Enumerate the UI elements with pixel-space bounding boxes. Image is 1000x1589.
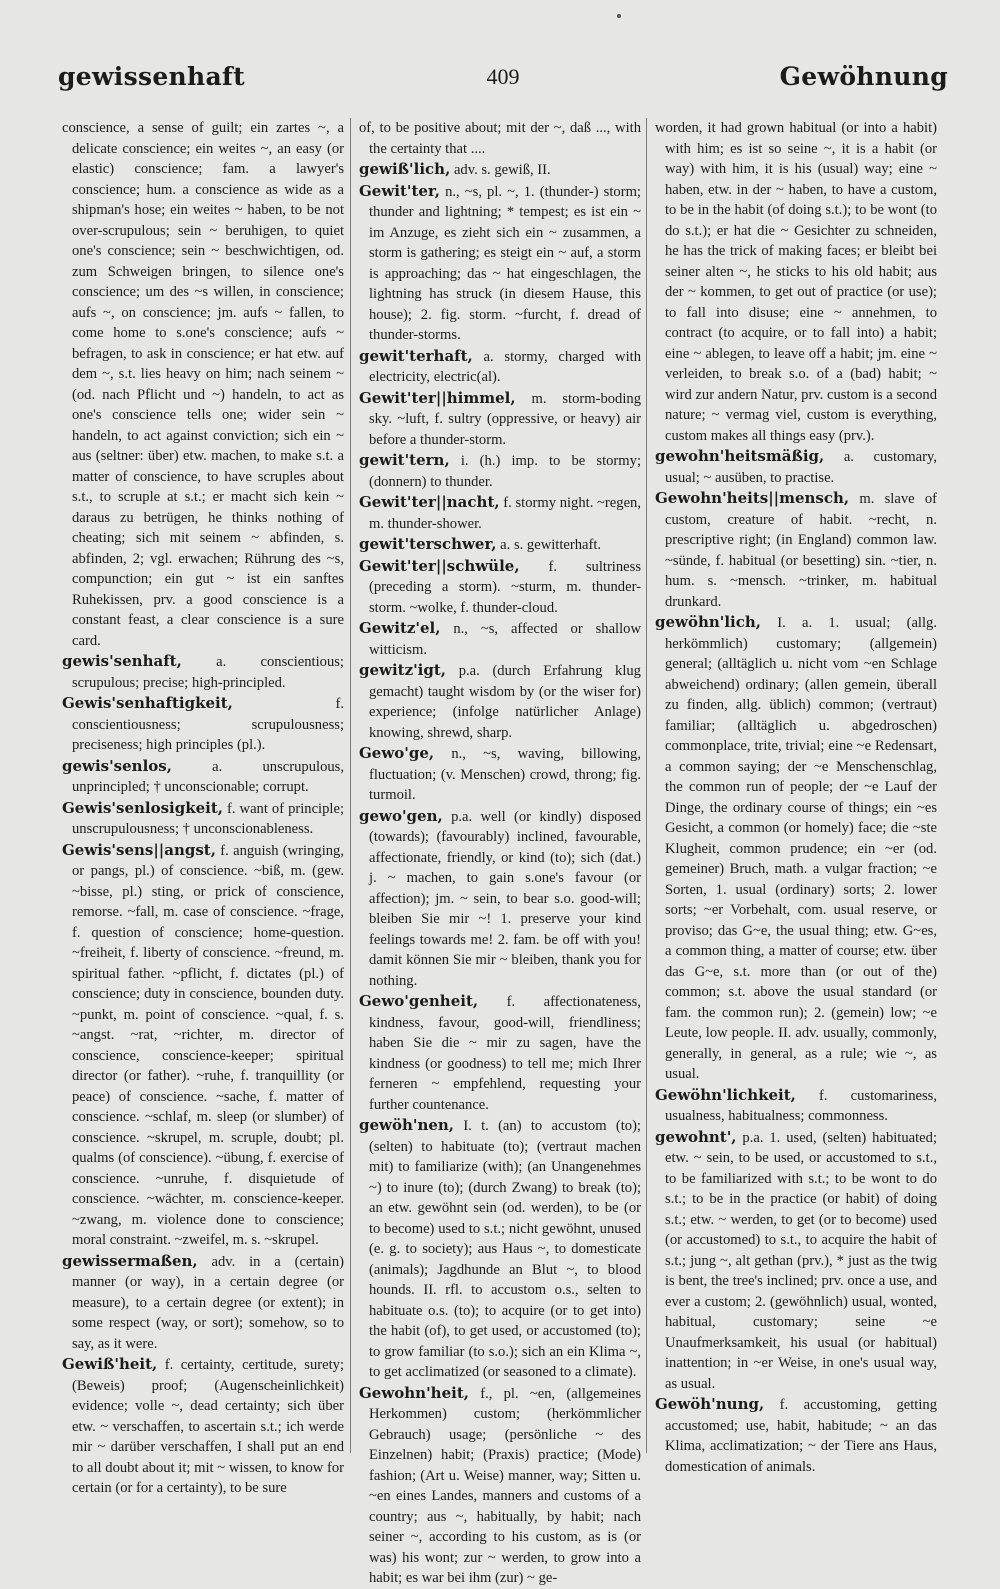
entry-definition: I. t. (an) to accustom (to); (selten) to habituate (to); (vertraut machen mit) to familiarize (with); (an Unangenehmes ~) to inure (to); (durch Zwang) to break (to); an etw. gewöhnt sein (od. werden), to be (or to become) used to s.t.; nicht gewöhnt, unused (e. g. to society); aus Haus ~, to domesticate (animals); Jagdhunde an Blut ~, to blood hounds. II. rfl. to accustom o.s., selten to habituate o.s. (to); to acquire (or to get into) the habit (of), to get used, or accustomed (to); to grow familiar (to s.o.); sich an ein Klima ~, to get acclimatized (or seasoned to a climate). [369,1118,641,1380]
entry-definition: adv. s. gewiß, II. [453,162,551,178]
page-number: 409 [486,64,520,89]
entry-headword: Gewohn'heit, [359,1383,469,1402]
entry-definition: f. sultriness (preceding a storm). ~sturm, m. thunder-storm. ~wolke, f. thunder-cloud. [369,558,641,616]
entry-definition: I. a. 1. usual; (allg. herkömmlich) customary; (allgemein) general; (alltäglich u. nicht vom ~en Schlage abweichend) ordinary; (allen gemein, überall zu finden, allg. üblich) common; (vertraut) familiar; (alltäglich u. abgedroschen) commonplace, trite, trivial; eine ~e Redensart, a common saying; der ~e Menschenschlag, the common run of people; der ~e Lauf der Dinge, the ordinary course of things; ein ~es Gesicht, a common (or homely) face; die ~ste Klugheit, common prudence; ein ~er (od. gemeiner) Bruch, math. a vulgar fraction; ~e Sorten, 1. usual (ordinary) sorts; 2. lower sorts; ~er Vorbehalt, com. usual reserve, or proviso; das G~e, the usual thing; etw. G~es, a common thing, a matter of course; etw. über das G~e, s.t. more than (or out of the) common; s.t. above the usual standard (or fam. the common run); 2. (gemein) low; ~e Leute, low people. II. adv. usually, commonly, generally, in general, as a rule; wie ~, as usual. [665,615,937,1082]
column-divider [646,118,647,1453]
entry-headword: gewitz'igt, [359,661,447,679]
dictionary-entry [359,991,641,1115]
dictionary-entry [359,118,641,159]
entry-headword: gewit'terschwer, [359,535,497,553]
dictionary-entry [62,840,344,1251]
dictionary-entry [359,159,641,181]
entry-definition: a. s. gewitterhaft. [500,537,602,553]
dictionary-entry [359,660,641,743]
entry-headword: Gewiß'heit, [62,1355,158,1373]
dictionary-entry [655,118,937,446]
entry-headword: Gewit'ter, [359,181,440,200]
entry-headword: gewohnt', [655,1127,737,1146]
dictionary-entry [62,118,344,651]
entry-headword: gewis'senhaft, [62,652,182,670]
dictionary-entry [62,651,344,693]
dictionary-entry [62,1251,344,1355]
entry-definition: a. customary, usual; ~ ausüben, to practise. [665,449,937,486]
entry-definition: f. certainty, certitude, surety; (Beweis) proof; (Augenscheinlichkeit) evidence; volle ~, dead certainty; sich über etw. ~ verschaffen, to ascertain s.t.; ich werde mir ~ darüber verschaffen, I shall put an end to all doubt about it; mit ~ wissen, to know for certain (or for a certainty), to be sure [72,1357,344,1496]
entry-definition: p.a. 1. used, (selten) habituated; etw. ~ sein, to be used, or accustomed to s.t., to be familiarized with s.t.; to be wont to do s.t.; to be in the practice (or habit) of doing s.t.; etw. ~ werden, to get (or to become) used (or accustomed) to s.t., to acquire the habit of s.t.; jung ~, alt gethan (prv.), * just as the twig is bent, the tree's inclined; prv. once a use, and ever a custom; 2. (gewöhnlich) usual, wonted, habitual, customary; seine ~e Unaufmerksamkeit, his usual (or habitual) inattention; in ~er Weise, in one's usual way, as usual. [665,1129,938,1392]
dictionary-entry [655,612,937,1085]
dictionary-entry [655,1085,937,1127]
entry-headword: Gewis'sens||angst, [62,840,216,859]
dictionary-entry [655,446,937,488]
entry-definition: f. stormy night. ~regen, m. thunder-shower. [369,495,641,532]
entry-headword: Gewo'genheit, [359,992,479,1010]
entry-definition: p.a. well (or kindly) disposed (towards); (favourably) inclined, favourable, affectionate, friendly, or kind (to); sich (dat.) j. ~ machen, to gain s.one's favour (or affection); jm. ~ sein, to bear s.o. good-will; bleiben Sie mir ~! 1. preserve your kind feelings towards me! 2. fam. be off with you! damit können Sie mir ~ bleiben, thank you for nothing. [369,808,641,989]
dictionary-entry [655,1127,937,1395]
entry-definition: n., ~s, affected or shallow witticism. [369,621,641,658]
entry-definition: f. want of principle; unscrupulousness; † unconscionableness. [72,800,344,837]
entry-definition: f. conscientiousness; scrupulousness; preciseness; high principles (pl.). [72,696,344,753]
entry-definition: of, to be positive about; mit der ~, daß ..., with the certainty that .... [359,120,641,157]
dictionary-entry [359,346,641,388]
right-running-headword: Gewöhnung [779,62,948,91]
entry-headword: gewohn'heitsmäßig, [655,447,825,465]
entry-headword: Gewöh'nung, [655,1395,765,1413]
entry-definition: a. stormy, charged with electricity, electric(al). [369,348,641,385]
dictionary-entry [359,1115,641,1383]
dictionary-entry [62,1354,344,1499]
dictionary-entry [655,488,937,612]
dictionary-entry [359,450,641,492]
dictionary-entry [655,1394,937,1477]
entry-headword: gewit'tern, [359,451,450,469]
left-running-headword: gewissenhaft [58,62,245,91]
entry-headword: Gewohn'heits||mensch, [655,489,850,507]
column-1 [62,118,344,1499]
dictionary-entry [359,1383,641,1589]
dictionary-entry [359,618,641,660]
entry-definition: adv. in a (certain) manner (or way), in a certain degree (or measure), to a certain degree (or extent); in some respect (way, or sort); somehow, so to say, as it were. [72,1253,344,1352]
entry-headword: gewo'gen, [359,806,443,825]
dictionary-entry [359,388,641,451]
entry-definition: n., ~s, pl. ~, 1. (thunder-) storm; thunder and lightning; * tempest; es ist ein ~ im Anzuge, es zieht sich ein ~ zusammen, a storm is gathering; es steigt ein ~ auf, a storm is approaching; das ~ hat eingeschlagen, the lightning has struck (in diesem Hause, this house); 2. fig. storm. ~furcht, f. dread of thunder-storms. [369,183,641,343]
entry-headword: Gewit'ter||schwüle, [359,556,520,575]
dictionary-entry [359,556,641,619]
entry-headword: Gewis'senlosigkeit, [62,798,224,817]
dictionary-entry [62,798,344,840]
dictionary-entry [359,806,641,992]
entry-definition: m. storm-boding sky. ~luft, f. sultry (oppressive, or heavy) air before a thunder-storm. [369,390,641,448]
entry-definition: f. accustoming, getting accustomed; use, habit, habitude; ~ an das Klima, acclimatization; ~ der Tiere ans Haus, domestication of animals. [665,1397,937,1475]
entry-headword: Gewo'ge, [359,744,435,762]
entry-definition: a. unscrupulous, unprincipled; † unconscionable; corrupt. [72,758,344,795]
entry-definition: f. affectionateness, kindness, favour, good-will, friendliness; haben Sie die ~ mir zu sagen, have the kindness (or goodness) to tell me; mich Ihrer ferneren ~ empfehlend, requesting your further countenance. [369,994,641,1113]
entry-definition: f. customariness, usualness, habitualness; commonness. [665,1087,937,1124]
entry-headword: Gewit'ter||nacht, [359,493,500,511]
dictionary-entry [359,492,641,534]
page-header [58,62,948,102]
column-2 [359,118,641,1589]
entry-definition: i. (h.) imp. to be stormy; (donnern) to thunder. [369,453,641,490]
dictionary-entry [359,534,641,556]
entry-headword: gewissermaßen, [62,1251,198,1270]
dictionary-entry [359,181,641,346]
entry-headword: gewis'senlos, [62,756,172,775]
dictionary-entry [359,743,641,806]
entry-definition: conscience, a sense of guilt; ein zartes ~, a delicate conscience; ein weites ~, an easy (or elastic) conscience; fam. a lawyer's conscience; hum. a conscience as wide as a shipman's hose; ein weites ~ haben, to be not over-scrupulous; sein ~ beruhigen, to quiet one's conscience; sein ~ beschwichtigen, od. zum Schweigen bringen, to silence one's conscience; um des ~s willen, in conscience; aufs ~, on conscience; jm. aufs ~ fallen, to come home to s.one's conscience; aufs ~ befragen, to ask in conscience; er hat etw. auf dem ~, s.t. lies heavy on him; nach seinem ~ (od. nach Pflicht und ~) handeln, to act as one's conscience tells one; wider sein ~ handeln, to act against conviction; sich ein ~ aus (seltner: über) etw. machen, to make s.t. a matter of conscience, to have scruples about s.t., to scruple at s.t.; er macht sich kein ~ daraus zu betrügen, he thinks nothing of cheating; sich mit seinem ~ abfinden, s. abfinden, 2; vgl. erwachen; Rührung des ~s, compunction; ein gut ~ ist ein sanftes Ruhekissen, prv. a good conscience is a constant feast, a clear conscience is a sure card. [62,120,344,649]
entry-headword: Gewöhn'lichkeit, [655,1085,796,1104]
speck-mark [617,14,621,18]
entry-definition: m. slave of custom, creature of habit. ~recht, n. prescriptive right; (in England) common law. ~sünde, f. habitual (or besetting) sin. ~tier, n. hum. s. ~mensch. ~trinker, m. habitual drunkard. [665,491,937,610]
entry-headword: Gewit'ter||himmel, [359,388,516,407]
entry-headword: gewit'terhaft, [359,346,473,365]
entry-definition: p.a. (durch Erfahrung klug gemacht) taught wisdom by (or the wiser for) experience; (infolge natürlicher Anlage) knowing, shrewd, sharp. [369,663,641,741]
entry-headword: gewöh'nen, [359,1116,455,1134]
entry-headword: Gewitz'el, [359,619,441,637]
entry-definition: a. conscientious; scrupulous; precise; high-principled. [72,654,344,691]
entry-headword: gewöhn'lich, [655,613,762,631]
entry-headword: Gewis'senhaftigkeit, [62,694,233,712]
column-divider [350,118,351,1453]
entry-definition: worden, it had grown habitual (or into a habit) with him; es ist so seine ~, it is a habit (or way) with him, it is his (usual) way; eine ~ haben, etw. in der ~ haben, to have a custom, to be in the habit (of doing s.t.); to be wont (to do s.t.); er hat die ~ Gesichter zu schneiden, he has the trick of making faces; er bleibt bei seiner alten ~, he sticks to his old habit; aus der ~ kommen, to get out of practice (or use); to fall into disuse; eine ~ annehmen, to contract (to acquire, or to fall into) a habit; eine ~ ablegen, to leave off a habit; jm. eine ~ verleiden, to break s.o. of a (bad) habit; ~ wird zur andern Natur, prv. custom is a second nature; ~ vermag viel, custom is everything, custom makes all things easy (prv.). [655,120,937,444]
entry-definition: f., pl. ~en, (allgemeines Herkommen) custom; (herkömmlicher Gebrauch) usage; (persönliche ~ des Einzelnen) habit; (Praxis) practice; (Mode) fashion; (Art u. Weise) manner, way; Sitten u. ~en eines Landes, manners and customs of a country; aus ~, habitually, by habit; nach seiner ~, according to his custom, as is (or was) his wont; zur ~ werden, to grow into a habit; es war bei ihm (zur) ~ ge- [369,1385,641,1586]
entry-definition: n., ~s, waving, billowing, fluctuation; (v. Menschen) crowd, throng; fig. turmoil. [369,746,641,803]
entry-definition: f. anguish (wringing, or pangs, pl.) of conscience. ~biß, m. (gew. ~bisse, pl.) sting, or prick of conscience, remorse. ~fall, m. case of conscience. ~frage, f. question of conscience; home-question. ~freiheit, f. liberty of conscience. ~freund, m. spiritual father. ~pflicht, f. dictates (pl.) of conscience; duty in conscience, bounden duty. ~punkt, m. point of conscience. ~qual, f. s. ~angst. ~rat, ~richter, m. director of conscience, conscience-keeper; spiritual director (or father). ~ruhe, f. tranquillity (or peace) of conscience. ~sache, f. matter of conscience. ~schlaf, m. sleep (or slumber) of conscience. ~skrupel, m. scruple, doubt; pl. qualms (of conscience). ~übung, f. exercise of conscience. ~unruhe, f. disquietude of conscience. ~wächter, m. conscience-keeper. ~zwang, m. violence done to conscience; moral constraint. ~zweifel, m. s. ~skrupel. [72,842,344,1248]
dictionary-entry [62,693,344,756]
dictionary-entry [62,756,344,798]
column-3 [655,118,937,1477]
entry-headword: gewiß'lich, [359,160,451,178]
